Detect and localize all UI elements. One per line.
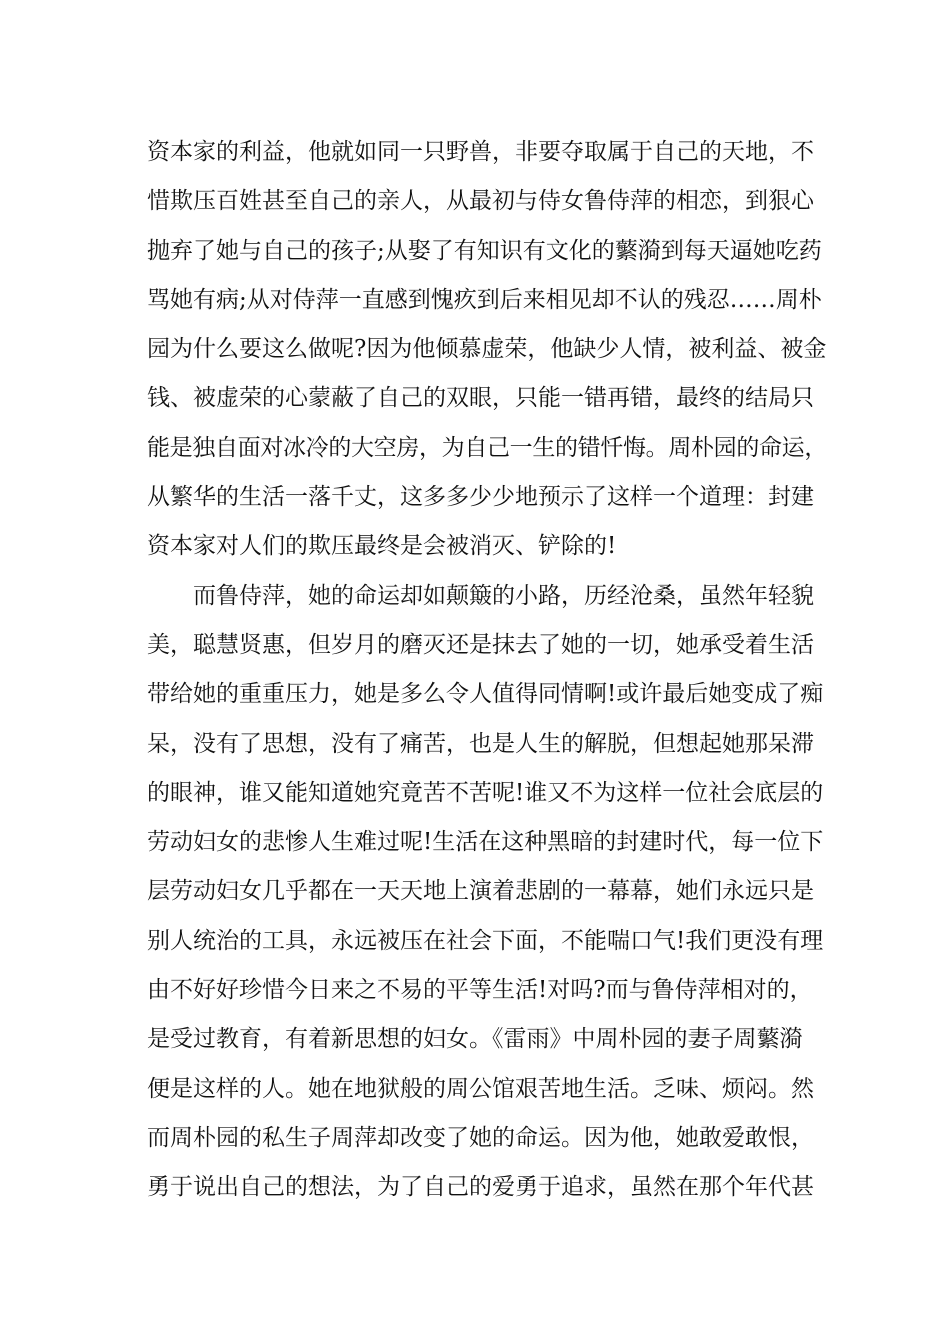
text-line: 美，聪慧贤惠，但岁月的磨灭还是抹去了她的一切，她承受着生活: [147, 631, 814, 658]
text-line: 惜欺压百姓甚至自己的亲人，从最初与侍女鲁侍萍的相恋，到狠心: [147, 188, 814, 215]
text-line: 园为什么要这么做呢?因为他倾慕虚荣，他缺少人情，被利益、被金: [147, 336, 827, 363]
text-line: 层劳动妇女几乎都在一天天地上演着悲剧的一幕幕，她们永远只是: [147, 878, 814, 905]
text-line: 资本家的利益，他就如同一只野兽，非要夺取属于自己的天地，不: [147, 139, 814, 165]
text-line: 抛弃了她与自己的孩子;从娶了有知识有文化的蘩漪到每天逼她吃药: [147, 237, 822, 264]
text-line: 由不好好珍惜今日来之不易的平等生活!对吗?而与鲁侍萍相对的，: [147, 977, 813, 1004]
text-line: 是受过教育，有着新思想的妇女。《雷雨》中周朴园的妻子周蘩漪: [147, 1026, 803, 1053]
document-body: [147, 128, 827, 1213]
paragraph-p1: [147, 128, 827, 572]
text-line: 资本家对人们的欺压最终是会被消灭、铲除的!: [147, 533, 617, 560]
text-line: 勇于说出自己的想法，为了自己的爱勇于追求，虽然在那个年代甚: [147, 1174, 814, 1201]
text-line: 钱、被虚荣的心蒙蔽了自己的双眼，只能一错再错，最终的结局只: [147, 385, 814, 412]
text-line: 能是独自面对冰冷的大空房，为自己一生的错忏悔。周朴园的命运，: [147, 434, 828, 461]
text-line: 带给她的重重压力，她是多么令人值得同情啊!或许最后她变成了痴: [147, 681, 824, 708]
text-line: 骂她有病;从对侍萍一直感到愧疚到后来相见却不认的残忍……周朴: [147, 286, 822, 313]
text-line: 别人统治的工具，永远被压在社会下面，不能喘口气!我们更没有理: [147, 927, 824, 954]
text-line: 从繁华的生活一落千丈，这多多少少地预示了这样一个道理：封建: [147, 484, 814, 511]
text-line: 便是这样的人。她在地狱般的周公馆艰苦地生活。乏味、烦闷。然: [147, 1075, 814, 1102]
paragraph-p2: [147, 572, 827, 1213]
text-line: 而鲁侍萍，她的命运却如颠簸的小路，历经沧桑，虽然年轻貌: [193, 582, 814, 609]
text-line: 的眼神，谁又能知道她究竟苦不苦呢!谁又不为这样一位社会底层的: [147, 779, 824, 806]
text-line: 而周朴园的私生子周萍却改变了她的命运。因为他，她敢爱敢恨，: [147, 1124, 814, 1151]
text-line: 劳动妇女的悲惨人生难过呢!生活在这种黑暗的封建时代，每一位下: [147, 829, 824, 856]
text-line: 呆，没有了思想，没有了痛苦，也是人生的解脱，但想起她那呆滞: [147, 730, 814, 757]
